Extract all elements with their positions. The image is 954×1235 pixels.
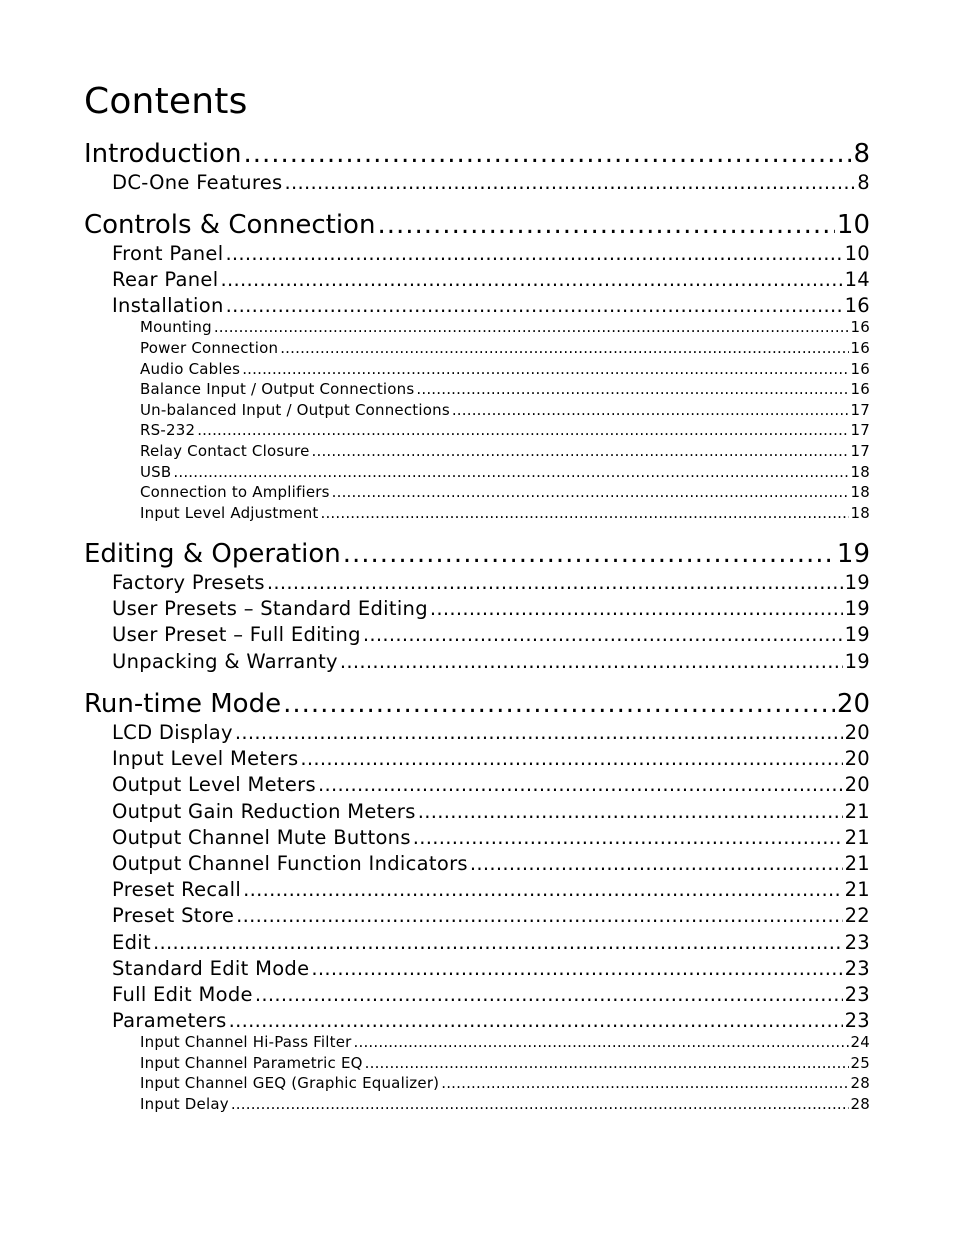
dot-leader [220,268,842,292]
toc-page-number: 8 [853,139,870,169]
toc-entry-label: Output Channel Function Indicators [112,852,468,875]
toc-page-number: 19 [844,571,870,594]
dot-leader [311,957,842,981]
toc-entry-label: Standard Edit Mode [112,956,310,980]
toc-entry-label: Run-time Mode [84,689,282,719]
toc-page-number: 16 [850,318,870,337]
toc-entry-label: RS-232 [140,421,196,440]
toc-page-number: 19 [844,597,870,621]
toc-page-number: 17 [850,442,870,460]
dot-leader [153,931,843,955]
toc-subsubsection-entry[interactable] [140,442,870,461]
toc-subsection-entry[interactable] [112,294,870,318]
toc-subsubsection-entry[interactable] [140,1033,870,1052]
dot-leader [377,210,834,240]
toc-page-number: 21 [844,878,870,902]
toc-page-number: 28 [850,1074,870,1093]
toc-subsubsection-entry[interactable] [140,463,870,482]
toc-entry-label: Un-balanced Input / Output Connections [140,400,450,419]
toc-entry-label: Factory Presets [112,571,265,594]
toc-subsection-entry[interactable] [112,852,870,876]
toc-entry-label: DC-One Features [112,171,283,194]
toc-subsection-entry[interactable] [112,773,870,797]
toc-page-number: 28 [850,1095,870,1113]
dot-leader [413,826,843,850]
dot-leader [243,878,842,902]
toc-entry-label: Output Level Meters [112,773,316,797]
toc-page-number: 16 [850,380,870,399]
toc-entry-label: Relay Contact Closure [140,442,310,460]
dot-leader [235,721,843,745]
toc-subsection-entry[interactable] [112,597,870,621]
toc-entry-label: Edit [112,930,151,954]
dot-leader [418,800,843,824]
toc-page-number: 19 [836,539,870,569]
toc-entry-label: Rear Panel [112,268,219,292]
toc-page-number: 23 [844,930,870,954]
toc-page-number: 17 [850,421,870,440]
toc-entry-label: Preset Recall [112,878,242,902]
toc-entry-label: Input Delay [140,1095,229,1113]
toc-subsubsection-entry[interactable] [140,401,870,420]
toc-entry-label: Input Level Adjustment [140,503,319,522]
toc-page-number: 18 [850,503,870,522]
toc-subsection-entry[interactable] [112,747,870,771]
toc-section-heading[interactable] [84,210,870,240]
toc-page-number: 14 [844,268,870,292]
dot-leader [343,539,835,569]
toc-page-number: 16 [850,359,870,378]
dot-leader [363,623,843,647]
toc-subsubsection-entry[interactable] [140,339,870,358]
dot-leader [416,380,848,399]
dot-leader [300,747,842,771]
toc-page-number: 20 [844,747,870,771]
toc-entry-label: Input Channel Parametric EQ [140,1053,363,1072]
toc-page-number: 8 [857,171,870,194]
toc-entry-label: USB [140,462,172,481]
toc-subsection-entry[interactable] [112,826,870,850]
toc-subsubsection-entry[interactable] [140,1074,870,1093]
page-title: Contents [84,81,248,122]
toc-subsection-entry[interactable] [112,1009,870,1033]
toc-page-number: 10 [844,242,870,265]
toc-page-number: 21 [844,852,870,875]
toc-page-number: 21 [844,799,870,823]
toc-page-number: 25 [850,1053,870,1072]
dot-leader [430,597,843,621]
toc-subsubsection-entry[interactable] [140,504,870,523]
toc-subsubsection-entry[interactable] [140,1054,870,1073]
dot-leader [280,339,848,358]
dot-leader [255,983,843,1007]
toc-entry-label: Audio Cables [140,359,241,378]
toc-entry-label: Preset Store [112,904,235,928]
toc-subsection-entry[interactable] [112,957,870,981]
toc-subsubsection-entry[interactable] [140,1095,870,1114]
toc-subsection-entry[interactable] [112,268,870,292]
toc-subsection-entry[interactable] [112,931,870,955]
toc-entry-label: Full Edit Mode [112,983,253,1006]
toc-entry-label: LCD Display [112,721,233,744]
toc-subsection-entry[interactable] [112,878,870,902]
toc-entry-label: Output Gain Reduction Meters [112,799,416,823]
toc-page-number: 10 [836,210,870,240]
toc-entry-label: Controls & Connection [84,210,376,240]
toc-page-number: 16 [850,339,870,357]
toc-page-number: 17 [850,400,870,419]
toc-page-number: 18 [850,462,870,481]
toc-page-number: 16 [844,294,870,318]
toc-subsection-entry[interactable] [112,242,870,266]
dot-leader [283,689,835,719]
dot-leader [229,1009,843,1033]
dot-leader [452,401,849,420]
toc-entry-label: Input Channel Hi-Pass Filter [140,1033,352,1052]
toc-page-number: 18 [850,483,870,502]
toc-page-number: 24 [850,1033,870,1052]
toc-entry-label: Unpacking & Warranty [112,649,338,673]
toc-entry-label: User Preset – Full Editing [112,623,361,647]
dot-leader [441,1074,848,1093]
toc-subsubsection-entry[interactable] [140,380,870,399]
toc-subsubsection-entry[interactable] [140,483,870,502]
dot-leader [470,852,843,876]
dot-leader [321,504,849,523]
toc-entry-label: Connection to Amplifiers [140,483,330,502]
toc-subsubsection-entry[interactable] [140,421,870,440]
toc-page-number: 23 [844,956,870,980]
toc-page-number: 20 [844,773,870,797]
toc-entry-label: Input Channel GEQ (Graphic Equalizer) [140,1074,440,1093]
toc-entry-label: Front Panel [112,242,224,265]
toc-section-heading[interactable] [84,539,870,569]
toc-subsection-entry[interactable] [112,623,870,647]
dot-leader [267,571,843,595]
toc-subsection-entry[interactable] [112,721,870,745]
toc-page-number: 23 [844,983,870,1006]
dot-leader [197,421,848,440]
toc-section-heading[interactable] [84,139,870,169]
toc-entry-label: Mounting [140,318,212,337]
dot-leader [236,904,842,928]
dot-leader [226,294,843,318]
toc-page-number: 20 [844,721,870,744]
toc-entry-label: Output Channel Mute Buttons [112,825,411,849]
toc-entry-label: Balance Input / Output Connections [140,380,415,399]
toc-entry-label: User Presets – Standard Editing [112,597,428,621]
dot-leader [312,442,849,461]
toc-subsection-entry[interactable] [112,904,870,928]
toc-page-number: 21 [844,825,870,849]
dot-leader [242,360,848,379]
toc-entry-label: Introduction [84,139,242,169]
dot-leader [243,139,851,169]
toc-page-number: 19 [844,649,870,673]
toc-page-number: 20 [836,689,870,719]
toc-entry-label: Editing & Operation [84,539,341,569]
dot-leader [354,1033,849,1052]
toc-subsection-entry[interactable] [112,171,870,195]
toc-subsection-entry[interactable] [112,983,870,1007]
toc-subsubsection-entry[interactable] [140,360,870,379]
dot-leader [214,318,849,337]
dot-leader [340,650,843,674]
toc-entry-label: Installation [112,294,224,318]
toc-entry-label: Input Level Meters [112,747,299,771]
toc-page-number: 22 [844,904,870,928]
toc-subsubsection-entry[interactable] [140,318,870,337]
toc-subsection-entry[interactable] [112,571,870,595]
toc-page-number: 23 [844,1009,870,1033]
toc-subsection-entry[interactable] [112,650,870,674]
toc-page-number: 19 [844,623,870,647]
dot-leader [225,242,842,266]
dot-leader [332,483,849,502]
dot-leader [173,463,848,482]
dot-leader [365,1054,849,1073]
toc-entry-label: Power Connection [140,339,279,357]
toc-entry-label: Parameters [112,1009,227,1033]
toc-section-heading[interactable] [84,689,870,719]
dot-leader [284,171,855,195]
toc-subsection-entry[interactable] [112,800,870,824]
dot-leader [318,773,843,797]
dot-leader [231,1095,849,1114]
